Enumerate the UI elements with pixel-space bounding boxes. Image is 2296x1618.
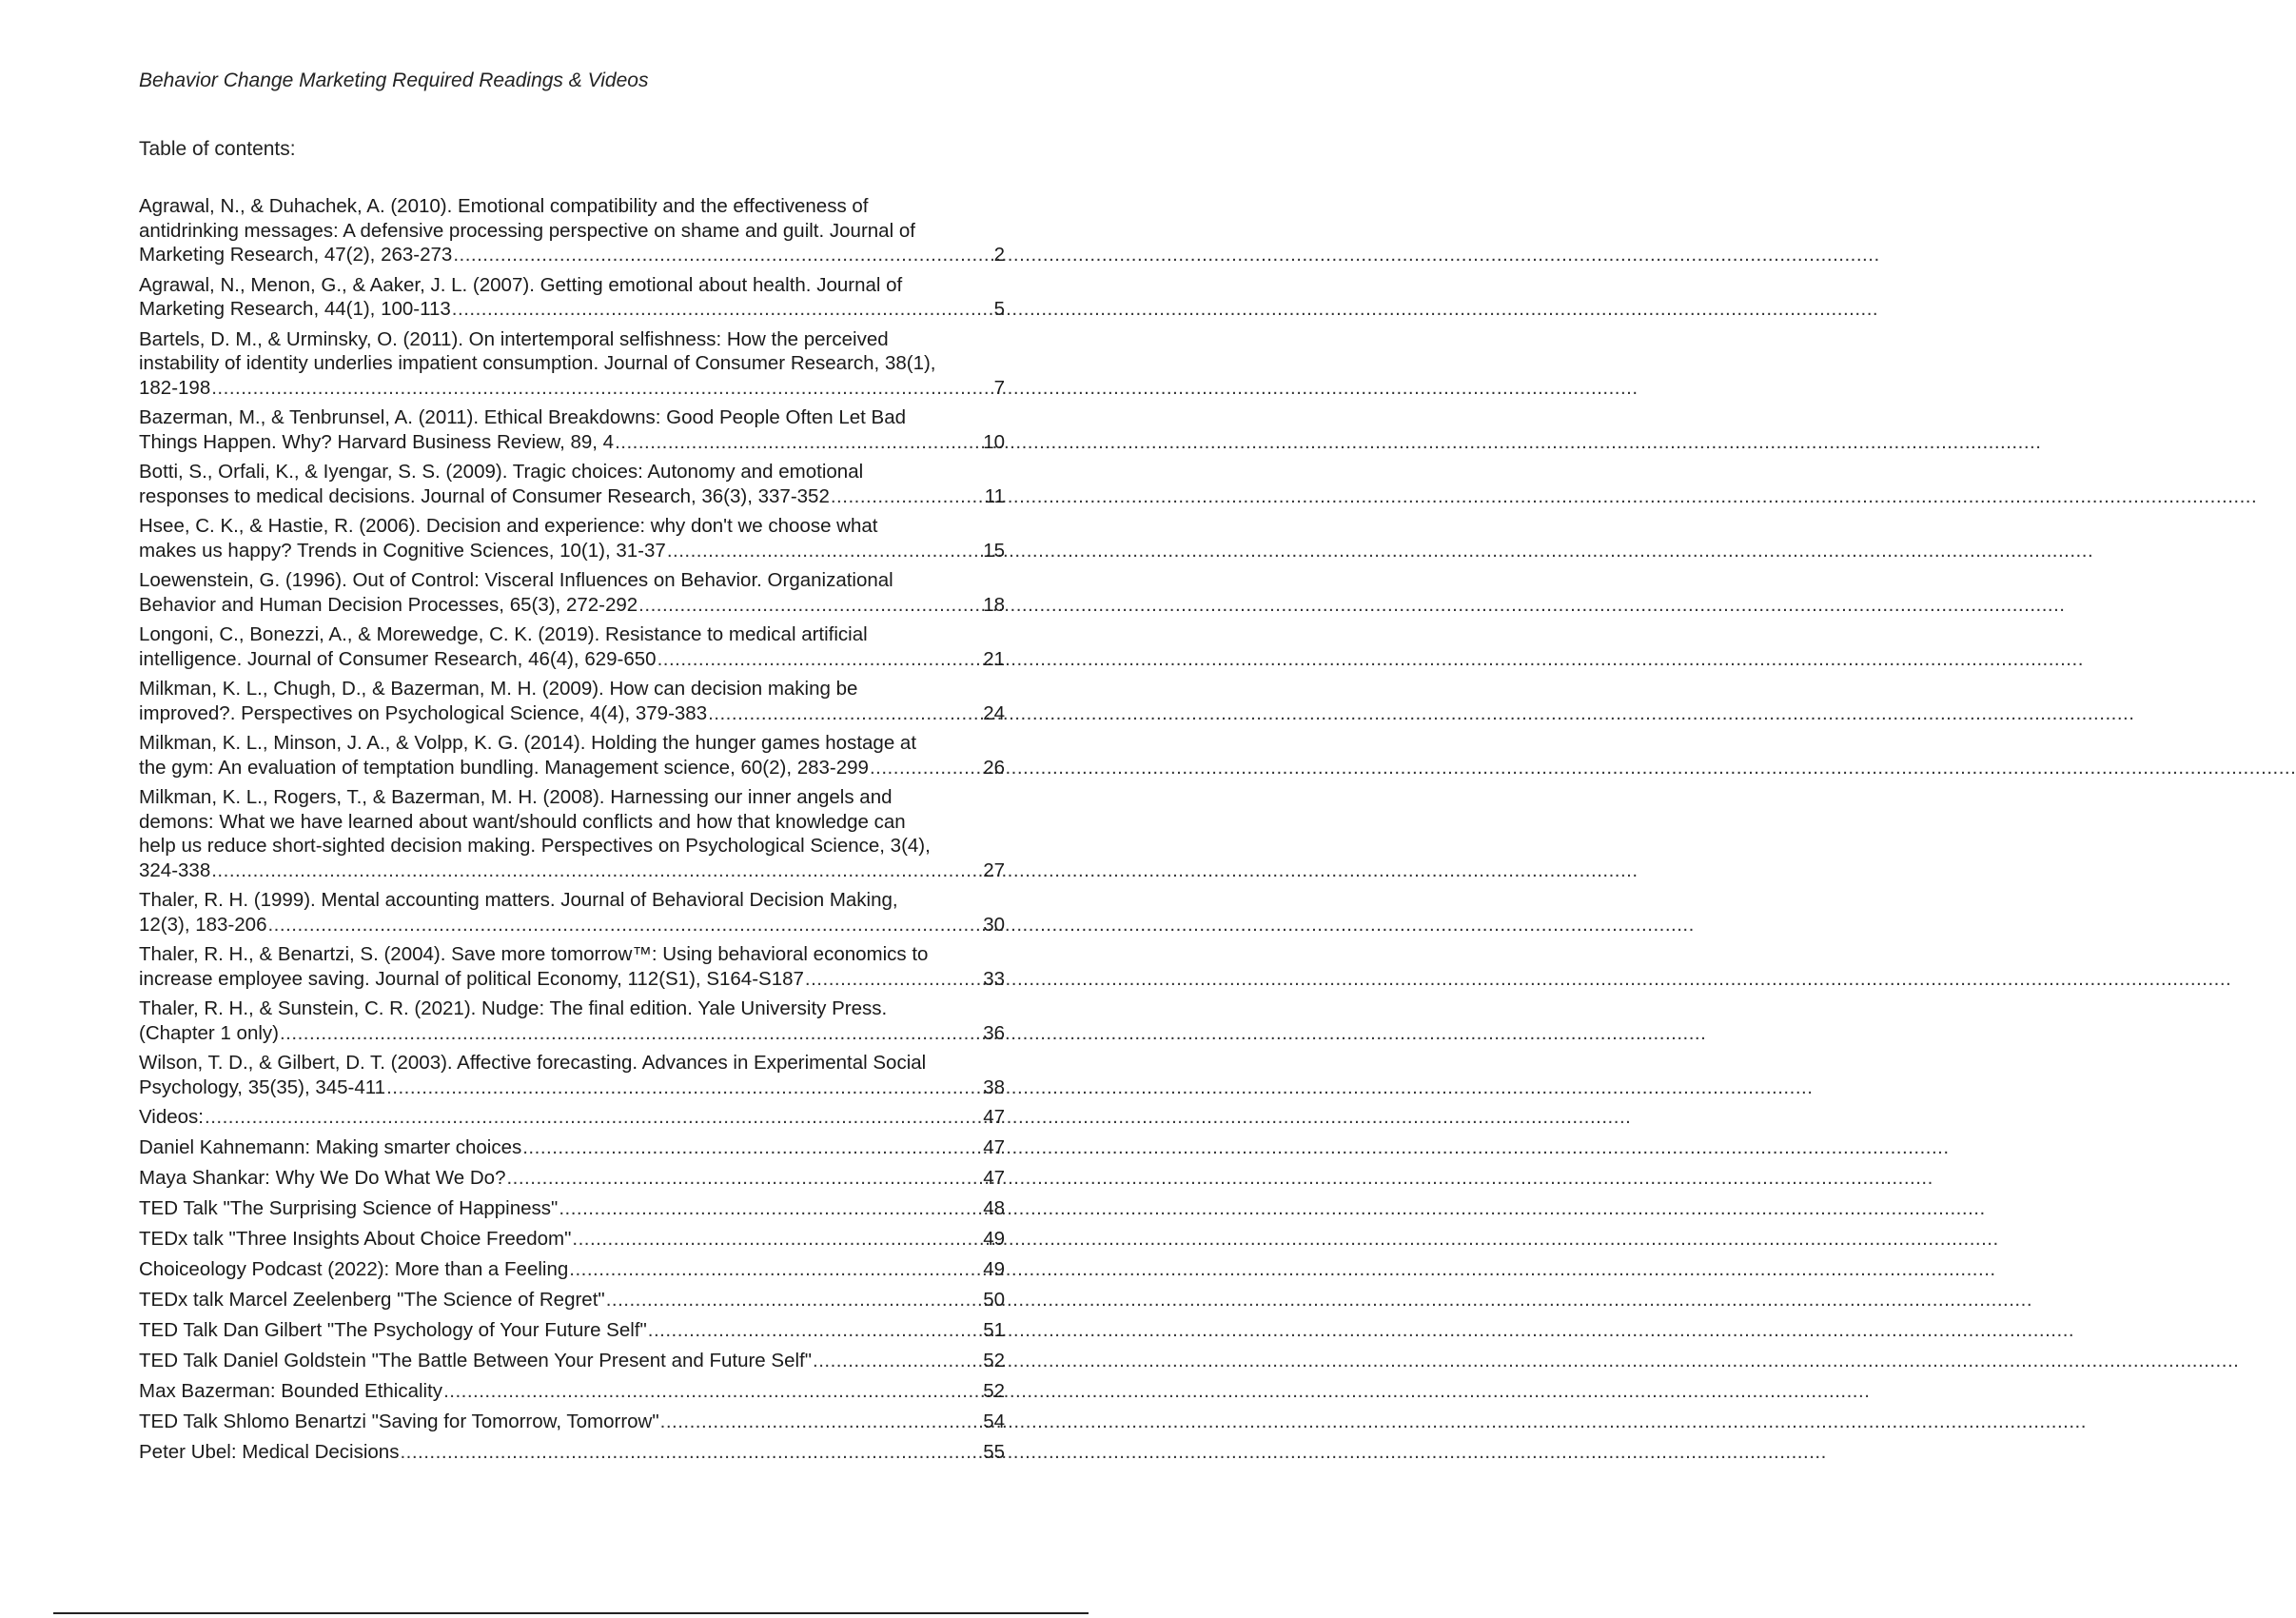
toc-entry-title: Things Happen. Why? Harvard Business Review, 89, 4 xyxy=(139,430,615,453)
toc-entry[interactable] xyxy=(139,194,1005,267)
dot-leader xyxy=(638,593,982,618)
dot-leader xyxy=(657,647,983,672)
toc-page-number: 49 xyxy=(983,1258,1005,1280)
toc-entry-title: 12(3), 183-206 xyxy=(139,913,267,936)
toc-entry[interactable] xyxy=(139,405,1005,454)
dot-leader xyxy=(280,1021,982,1046)
toc-page-number: 27 xyxy=(983,858,1005,881)
toc-page-number: 47 xyxy=(983,1136,1005,1158)
toc-entry[interactable] xyxy=(139,514,1005,562)
dot-leader xyxy=(572,1227,982,1252)
dot-leader xyxy=(205,1105,982,1130)
toc-page-number: 55 xyxy=(983,1441,1005,1463)
toc-entry-title: Choiceology Podcast (2022): More than a Feeling xyxy=(139,1258,569,1280)
toc-entry[interactable] xyxy=(139,1166,1005,1191)
dot-leader xyxy=(606,1288,983,1312)
toc-page-number: 51 xyxy=(983,1319,1005,1341)
toc-entry-title: responses to medical decisions. Journal of Consumer Research, 36(3), 337-352 xyxy=(139,484,830,507)
dot-leader xyxy=(386,1075,982,1100)
toc-entry-line: Milkman, K. L., Minson, J. A., & Volpp, K. G. (2014). Holding the hunger games hostage at xyxy=(139,732,917,754)
toc-page-number: 48 xyxy=(983,1197,1005,1219)
toc-page-number: 5 xyxy=(993,298,1005,320)
toc-entry-last-line xyxy=(139,297,1005,322)
toc-entry-last-line xyxy=(139,1440,1005,1465)
toc-entry-line: Thaler, R. H. (1999). Mental accounting matters. Journal of Behavioral Decision Making, xyxy=(139,889,898,911)
toc-entry[interactable] xyxy=(139,622,1005,671)
toc-entry-last-line xyxy=(139,484,1005,509)
dot-leader xyxy=(211,858,982,883)
toc-heading: Table of contents: xyxy=(139,138,296,160)
toc-entry-title: intelligence. Journal of Consumer Research, 46(4), 629-650 xyxy=(139,647,657,670)
toc-page-number: 30 xyxy=(983,913,1005,936)
toc-entry-last-line xyxy=(139,647,1005,672)
toc-entry-title: TEDx talk "Three Insights About Choice Freedom" xyxy=(139,1228,572,1250)
toc-entry-line: Bartels, D. M., & Urminsky, O. (2011). On intertemporal selfishness: How the perceived xyxy=(139,327,889,350)
toc-entry-last-line xyxy=(139,1105,1005,1130)
toc-entry-title: Peter Ubel: Medical Decisions xyxy=(139,1441,400,1463)
toc-entry-title: increase employee saving. Journal of political Economy, 112(S1), S164-S187 xyxy=(139,967,804,990)
toc-entry-line: Milkman, K. L., Chugh, D., & Bazerman, M. H. (2009). How can decision making be xyxy=(139,678,858,700)
toc-entry[interactable] xyxy=(139,1379,1005,1404)
toc-entry-line: antidrinking messages: A defensive processing perspective on shame and guilt. Journal of xyxy=(139,219,915,242)
toc-entry[interactable] xyxy=(139,1318,1005,1343)
document-header: Behavior Change Marketing Required Readings & Videos xyxy=(139,69,649,91)
toc-page-number: 54 xyxy=(983,1411,1005,1432)
toc-entry-last-line xyxy=(139,913,1005,937)
toc-entry[interactable] xyxy=(139,1257,1005,1282)
toc-page-number: 21 xyxy=(983,647,1005,670)
toc-entry-last-line xyxy=(139,376,1005,401)
toc-entry-last-line xyxy=(139,1410,1005,1434)
toc-entry[interactable] xyxy=(139,888,1005,937)
toc-entry[interactable] xyxy=(139,1135,1005,1160)
toc-entry[interactable] xyxy=(139,273,1005,322)
dot-leader xyxy=(615,430,982,455)
toc-entry-line: Hsee, C. K., & Hastie, R. (2006). Decision and experience: why don't we choose what xyxy=(139,515,878,537)
toc-page-number: 11 xyxy=(984,484,1005,507)
dot-leader xyxy=(569,1257,982,1282)
toc-entry-last-line xyxy=(139,1349,1005,1373)
table-of-contents xyxy=(139,194,1005,1465)
toc-entry-line: Botti, S., Orfali, K., & Iyengar, S. S. (2009). Tragic choices: Autonomy and emotional xyxy=(139,461,864,483)
toc-page-number: 10 xyxy=(983,430,1005,453)
toc-entry-last-line xyxy=(139,1257,1005,1282)
toc-entry-title: TED Talk Daniel Goldstein "The Battle Between Your Present and Future Self" xyxy=(139,1350,813,1371)
toc-page-number: 52 xyxy=(983,1350,1005,1371)
toc-entry[interactable] xyxy=(139,1440,1005,1465)
dot-leader xyxy=(805,967,982,992)
document-page xyxy=(139,69,1005,1470)
toc-entry-line: Thaler, R. H., & Sunstein, C. R. (2021). Nudge: The final edition. Yale University Press. xyxy=(139,997,888,1019)
toc-entry-line: Bazerman, M., & Tenbrunsel, A. (2011). Ethical Breakdowns: Good People Often Let Bad xyxy=(139,406,907,428)
toc-entry-line: Wilson, T. D., & Gilbert, D. T. (2003). Affective forecasting. Advances in Experimental Social xyxy=(139,1052,927,1074)
toc-page-number: 49 xyxy=(983,1228,1005,1250)
toc-entry-title: Psychology, 35(35), 345-411 xyxy=(139,1075,386,1098)
toc-entry-title: TED Talk Shlomo Benartzi "Saving for Tomorrow, Tomorrow" xyxy=(139,1411,659,1432)
toc-entry-last-line xyxy=(139,858,1005,883)
toc-page-number: 26 xyxy=(983,756,1005,779)
toc-page-number: 33 xyxy=(983,967,1005,990)
toc-page-number: 47 xyxy=(983,1106,1005,1128)
toc-entry[interactable] xyxy=(139,568,1005,617)
toc-page-number: 36 xyxy=(983,1021,1005,1044)
toc-entry-line: Loewenstein, G. (1996). Out of Control: Visceral Influences on Behavior. Organizational xyxy=(139,569,893,591)
toc-entry-title: Max Bazerman: Bounded Ethicality xyxy=(139,1380,443,1402)
toc-entry-title: 324-338 xyxy=(139,858,211,881)
toc-page-number: 24 xyxy=(983,701,1005,724)
dot-leader xyxy=(870,756,982,780)
toc-entry-last-line xyxy=(139,430,1005,455)
toc-page-number: 52 xyxy=(983,1380,1005,1402)
dot-leader xyxy=(443,1379,982,1404)
toc-entry-title: Maya Shankar: Why We Do What We Do? xyxy=(139,1167,506,1189)
toc-entry[interactable] xyxy=(139,1288,1005,1312)
toc-entry-last-line xyxy=(139,1135,1005,1160)
dot-leader xyxy=(506,1166,982,1191)
toc-entry-line: Longoni, C., Bonezzi, A., & Morewedge, C. K. (2019). Resistance to medical artificial xyxy=(139,623,868,645)
dot-leader xyxy=(211,376,992,401)
toc-entry[interactable] xyxy=(139,996,1005,1045)
toc-entry-last-line xyxy=(139,756,1005,780)
toc-entry-last-line xyxy=(139,1227,1005,1252)
toc-entry-last-line xyxy=(139,1379,1005,1404)
toc-entry-line: Agrawal, N., Menon, G., & Aaker, J. L. (2007). Getting emotional about health. Journal of xyxy=(139,273,903,296)
toc-entry-title: Behavior and Human Decision Processes, 65(3), 272-292 xyxy=(139,593,638,616)
toc-page-number: 7 xyxy=(993,376,1005,399)
toc-entry-last-line xyxy=(139,1021,1005,1046)
toc-entry-line: Thaler, R. H., & Benartzi, S. (2004). Save more tomorrow™: Using behavioral economics to xyxy=(139,943,929,965)
toc-entry[interactable] xyxy=(139,1196,1005,1221)
toc-entry-last-line xyxy=(139,1166,1005,1191)
dot-leader xyxy=(400,1440,982,1465)
toc-entry-title: TED Talk Dan Gilbert "The Psychology of Your Future Self" xyxy=(139,1319,647,1341)
toc-entry-title: TEDx talk Marcel Zeelenberg "The Science of Regret" xyxy=(139,1289,605,1311)
toc-entry-title: Marketing Research, 47(2), 263-273 xyxy=(139,244,453,266)
dot-leader xyxy=(831,484,984,509)
toc-entry-title: TED Talk "The Surprising Science of Happiness" xyxy=(139,1197,559,1219)
toc-entry-line: demons: What we have learned about want/should conflicts and how that knowledge can xyxy=(139,810,906,833)
toc-entry-line: instability of identity underlies impatient consumption. Journal of Consumer Research, 38(1), xyxy=(139,352,936,374)
toc-entry-last-line xyxy=(139,967,1005,992)
toc-page-number: 18 xyxy=(983,593,1005,616)
toc-entry[interactable] xyxy=(139,677,1005,725)
toc-entry[interactable] xyxy=(139,460,1005,508)
toc-entry-last-line xyxy=(139,593,1005,618)
toc-entry[interactable] xyxy=(139,1051,1005,1099)
toc-entry[interactable] xyxy=(139,785,1005,882)
dot-leader xyxy=(452,297,993,322)
dot-leader xyxy=(660,1410,983,1434)
toc-entry[interactable] xyxy=(139,327,1005,401)
toc-entry-title: improved?. Perspectives on Psychological Science, 4(4), 379-383 xyxy=(139,701,708,724)
toc-page-number: 50 xyxy=(983,1289,1005,1311)
toc-entry-title: the gym: An evaluation of temptation bundling. Management science, 60(2), 283-299 xyxy=(139,756,869,779)
toc-entry-title: makes us happy? Trends in Cognitive Sciences, 10(1), 31-37 xyxy=(139,539,666,562)
toc-entry-last-line xyxy=(139,539,1005,563)
toc-entry-last-line xyxy=(139,1288,1005,1312)
dot-leader xyxy=(267,913,982,937)
toc-entry-last-line xyxy=(139,701,1005,726)
toc-entry-title: Marketing Research, 44(1), 100-113 xyxy=(139,298,451,320)
toc-entry-last-line xyxy=(139,243,1005,267)
toc-entry[interactable] xyxy=(139,942,1005,991)
toc-entry-last-line xyxy=(139,1196,1005,1221)
toc-entry[interactable] xyxy=(139,1349,1005,1373)
toc-entry-line: Milkman, K. L., Rogers, T., & Bazerman, M. H. (2008). Harnessing our inner angels and xyxy=(139,786,893,808)
dot-leader xyxy=(648,1318,982,1343)
dot-leader xyxy=(522,1135,982,1160)
dot-leader xyxy=(559,1196,982,1221)
toc-page-number: 47 xyxy=(983,1167,1005,1189)
toc-entry-title: (Chapter 1 only) xyxy=(139,1021,279,1044)
dot-leader xyxy=(453,243,992,267)
toc-entry-last-line xyxy=(139,1318,1005,1343)
toc-entry[interactable] xyxy=(139,1410,1005,1434)
toc-entry-line: Agrawal, N., & Duhachek, A. (2010). Emotional compatibility and the effectiveness of xyxy=(139,195,869,217)
toc-entry-title: Daniel Kahnemann: Making smarter choices xyxy=(139,1136,522,1158)
toc-page-number: 15 xyxy=(983,539,1005,562)
toc-page-number: 2 xyxy=(993,244,1005,266)
page-bottom-rule xyxy=(53,1612,1089,1614)
toc-entry-title: Videos: xyxy=(139,1106,205,1128)
toc-entry[interactable] xyxy=(139,1105,1005,1130)
toc-entry-title: 182-198 xyxy=(139,376,211,399)
toc-entry-last-line xyxy=(139,1075,1005,1100)
toc-entry[interactable] xyxy=(139,1227,1005,1252)
toc-entry-line: help us reduce short-sighted decision making. Perspectives on Psychological Science, 3(4), xyxy=(139,835,931,857)
toc-entry[interactable] xyxy=(139,731,1005,779)
toc-page-number: 38 xyxy=(983,1075,1005,1098)
dot-leader xyxy=(708,701,982,726)
dot-leader xyxy=(813,1349,982,1373)
dot-leader xyxy=(667,539,982,563)
